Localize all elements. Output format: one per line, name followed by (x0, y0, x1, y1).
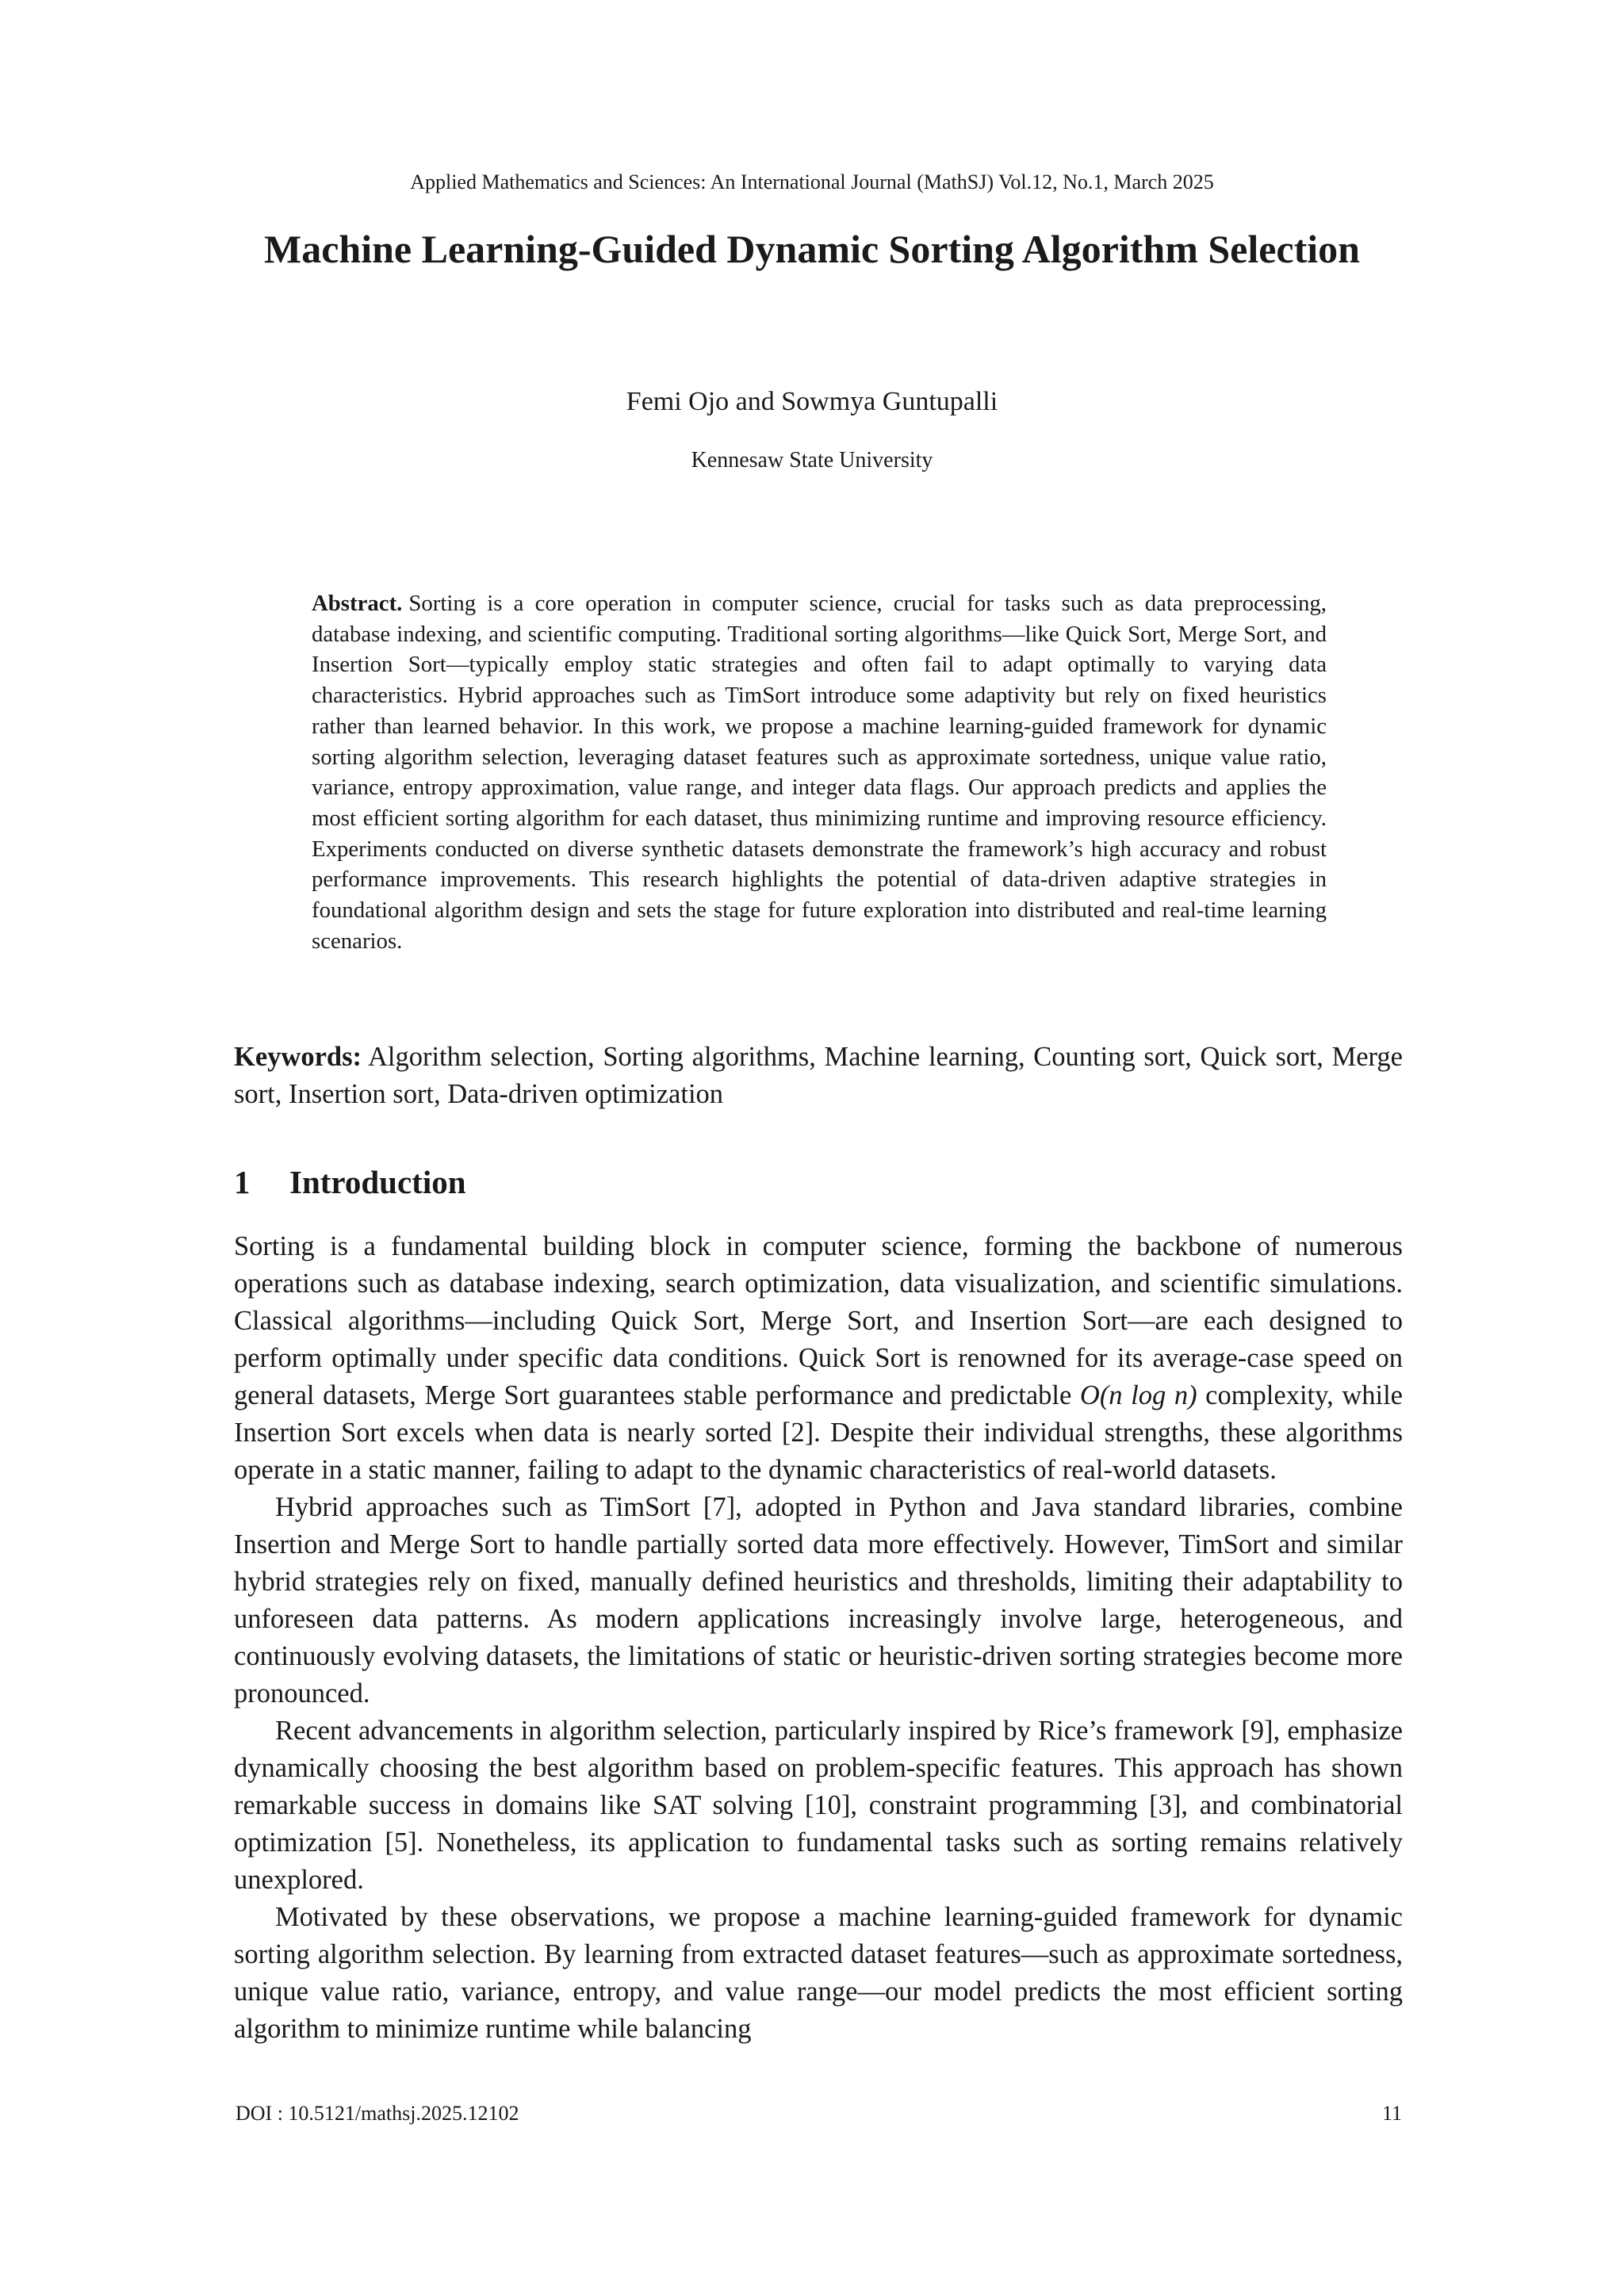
complexity-formula: O(n log n) (1079, 1380, 1197, 1410)
paragraph-3: Recent advancements in algorithm selection, particularly inspired by Rice’s framework [9], emphasize dynamically choosing the best algorithm based on problem-specific features. This approach has shown remarkable success in domains like SAT solving [10], constraint programming [3], and combinatorial optimization [5]. Nonetheless, its application to fundamental tasks such as sorting remains relatively unexplored. (234, 1716, 1403, 1895)
footer-doi: DOI : 10.5121/mathsj.2025.12102 (236, 2102, 519, 2125)
keywords (234, 1039, 1403, 1113)
keywords-text: Algorithm selection, Sorting algorithms, Machine learning, Counting sort, Quick sort, Merge sort, Insertion sort, Data-driven optimization (234, 1042, 1403, 1109)
paragraph-1-text-a: Sorting is a fundamental building block in computer science, forming the backbone of numerous operations such as database indexing, search optimization, data visualization, and scientific simulations. Classical algorithms—including Quick Sort, Merge Sort, and Insertion Sort—are each designed to perform optimally under specific data conditions. Quick Sort is renowned for its average-case speed on general datasets, Merge Sort guarantees stable performance and predictable (234, 1231, 1403, 1410)
paragraph-1 (234, 1228, 1403, 1489)
section-heading (234, 1162, 466, 1202)
section-title: Introduction (289, 1164, 466, 1200)
author-list: Femi Ojo and Sowmya Guntupalli (626, 387, 998, 416)
page-number: 11 (1381, 2102, 1402, 2125)
paragraph-4: Motivated by these observations, we propose a machine learning-guided framework for dynamic sorting algorithm selection. By learning from extracted dataset features—such as approximate sortedness, unique value ratio, variance, entropy, and value range—our model predicts the most efficient sorting algorithm to minimize runtime while balancing (234, 1902, 1403, 2044)
paragraph-1-text-b: complexity, while Insertion Sort excels when data is nearly sorted [2]. Despite their individual strengths, these algorithms operate in a static manner, failing to adapt to the dynamic characteristics of real-world datasets. (234, 1380, 1403, 1485)
paper-title: Machine Learning-Guided Dynamic Sorting Algorithm Selection (264, 227, 1360, 271)
abstract-text: Sorting is a core operation in computer science, crucial for tasks such as data preprocessing, database indexing, and scientific computing. Traditional sorting algorithms—like Quick Sort, Merge Sort, and Insertion Sort—typically employ static strategies and often fail to adapt optimally to varying data characteristics. Hybrid approaches such as TimSort introduce some adaptivity but rely on fixed heuristics rather than learned behavior. In this work, we propose a machine learning-guided framework for dynamic sorting algorithm selection, leveraging dataset features such as approximate sortedness, unique value ratio, variance, entropy approximation, value range, and integer data flags. Our approach predicts and applies the most efficient sorting algorithm for each dataset, thus minimizing runtime and improving resource efficiency. Experiments conducted on diverse synthetic datasets demonstrate the framework’s high accuracy and robust performance improvements. This research highlights the potential of data-driven adaptive strategies in foundational algorithm design and sets the stage for future exploration into distributed and real-time learning scenarios. (312, 591, 1327, 954)
keywords-label: Keywords: (234, 1042, 362, 1072)
abstract-label: Abstract. (312, 591, 403, 616)
paragraph-2: Hybrid approaches such as TimSort [7], adopted in Python and Java standard libraries, combine Insertion and Merge Sort to handle partially sorted data more effectively. However, TimSort and similar hybrid strategies rely on fixed, manually defined heuristics and thresholds, limiting their adaptability to unforeseen data patterns. As modern applications increasingly involve large, heterogeneous, and continuously evolving datasets, the limitations of static or heuristic-driven sorting strategies become more pronounced. (234, 1492, 1403, 1709)
section-number: 1 (234, 1164, 251, 1200)
abstract (312, 588, 1327, 956)
section-body (234, 1228, 1403, 2048)
author-affiliation: Kennesaw State University (691, 448, 933, 473)
running-header: Applied Mathematics and Sciences: An International Journal (MathSJ) Vol.12, No.1, March 2025 (410, 170, 1214, 193)
